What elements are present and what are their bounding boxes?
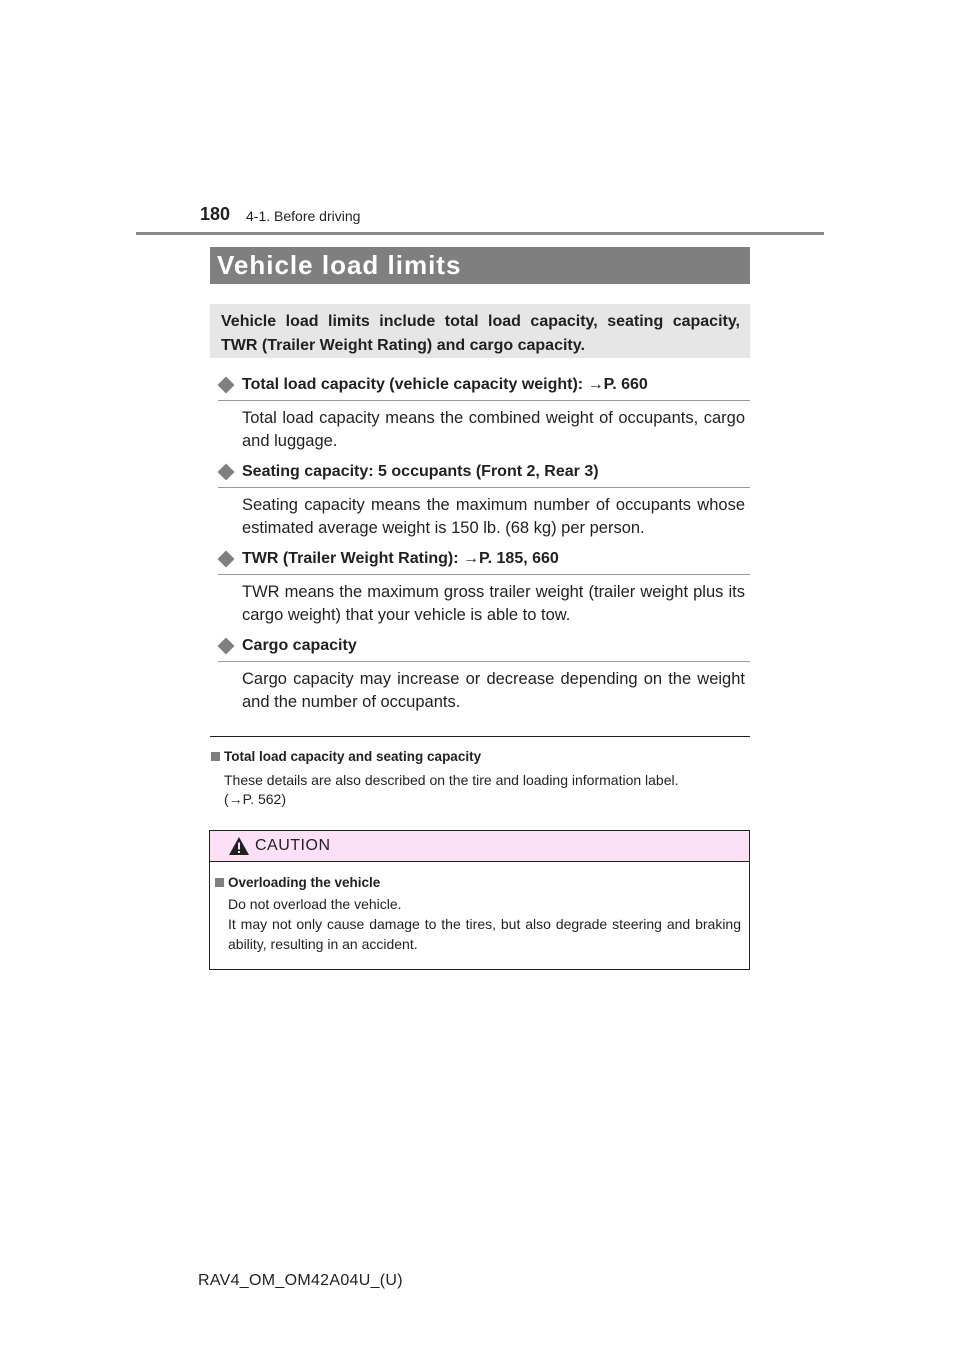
item-body: TWR means the maximum gross trailer weight (trailer weight plus its cargo weight) that your vehicle is able to tow. — [242, 583, 745, 624]
caution-line: It may not only cause damage to the tires, but also degrade steering and braking ability, resulting in an accident. — [228, 916, 741, 952]
diamond-bullet-icon — [218, 638, 235, 655]
note-divider — [210, 736, 750, 737]
item-title: Total load capacity (vehicle capacity weight): →P. 660 — [242, 376, 648, 393]
page-title: Vehicle load limits — [210, 247, 750, 284]
item-body: Cargo capacity may increase or decrease depending on the weight and the number of occupants. — [242, 670, 745, 711]
note-title: Total load capacity and seating capacity — [224, 749, 482, 764]
warning-triangle-icon — [228, 836, 250, 856]
item-title: Seating capacity: 5 occupants (Front 2, Rear 3) — [242, 463, 599, 480]
footer-doc-id: RAV4_OM_OM42A04U_(U) — [198, 1272, 403, 1289]
caution-subtitle: Overloading the vehicle — [228, 875, 381, 890]
caution-header — [210, 831, 749, 862]
section-label: 4-1. Before driving — [246, 208, 361, 224]
caution-text — [228, 894, 741, 954]
item-total-load — [218, 373, 750, 453]
intro-text: Vehicle load limits include total load capacity, seating capacity, TWR (Trailer Weight Rating) and cargo capacity. — [221, 313, 740, 354]
note-body — [224, 771, 744, 809]
caution-line: Do not overload the vehicle. — [228, 896, 402, 912]
diamond-bullet-icon — [218, 551, 235, 568]
caution-label: CAUTION — [255, 837, 331, 854]
note-heading — [211, 749, 481, 764]
header-rule — [136, 232, 824, 235]
diamond-bullet-icon — [218, 464, 235, 481]
item-title: Cargo capacity — [242, 637, 357, 654]
item-heading — [218, 547, 750, 575]
item-seating — [218, 460, 750, 540]
caution-body — [210, 862, 749, 954]
item-heading — [218, 373, 750, 401]
item-twr — [218, 547, 750, 627]
intro-box — [210, 304, 750, 358]
note-line: These details are also described on the tire and loading information label. — [224, 772, 679, 788]
item-heading — [218, 460, 750, 488]
caution-box — [209, 830, 750, 970]
page-number: 180 — [200, 204, 231, 224]
item-heading — [218, 634, 750, 662]
item-body: Seating capacity means the maximum number of occupants whose estimated average weight is 150 lb. (68 kg) per person. — [242, 496, 745, 537]
square-bullet-icon — [215, 878, 224, 887]
item-cargo — [218, 634, 750, 714]
item-title: TWR (Trailer Weight Rating): →P. 185, 660 — [242, 550, 559, 567]
caution-subheading — [215, 875, 741, 890]
diamond-bullet-icon — [218, 377, 235, 394]
note-line: (→P. 562) — [224, 791, 286, 807]
item-body: Total load capacity means the combined weight of occupants, cargo and luggage. — [242, 409, 745, 450]
square-bullet-icon — [211, 752, 220, 761]
